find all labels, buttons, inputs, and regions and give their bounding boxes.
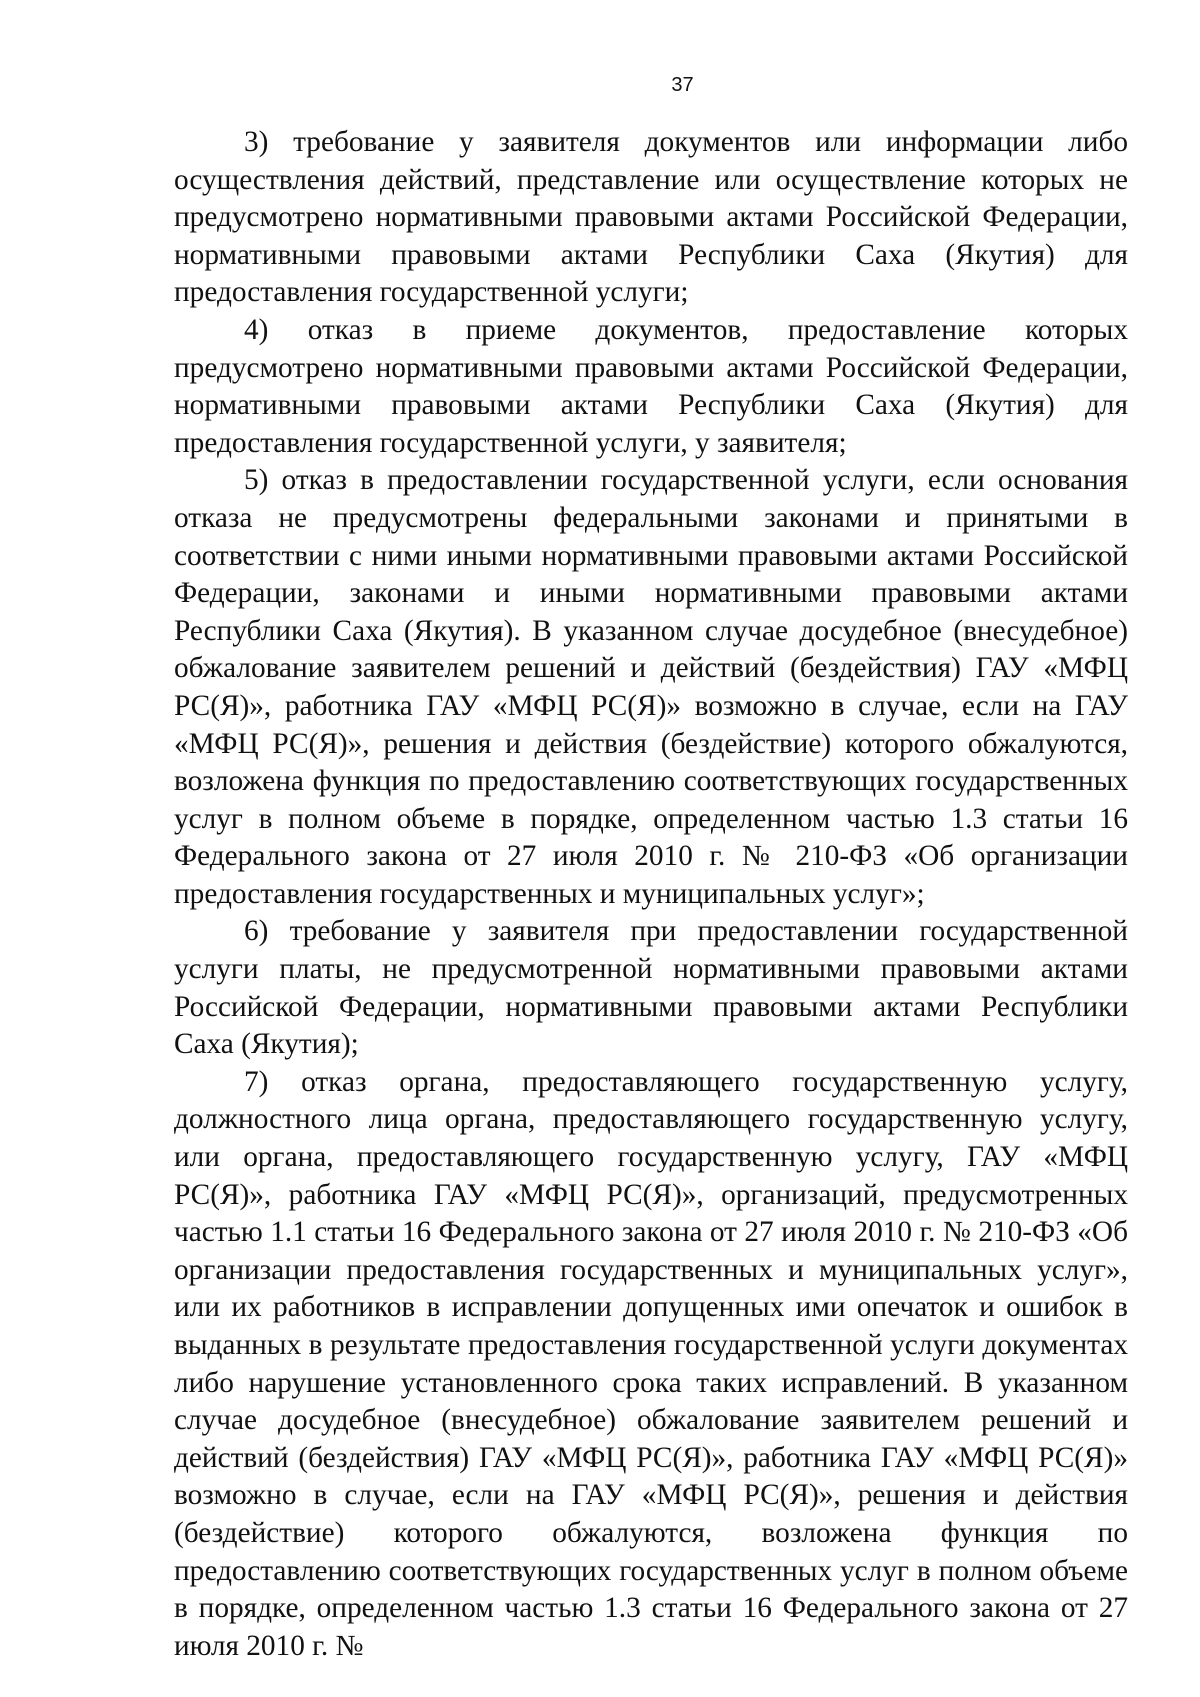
page-number: 37 [671, 74, 694, 96]
document-body [174, 124, 1128, 1665]
paragraph-item-3: 3) требование у заявителя документов или информации либо осуществления действий, представление или осуществление которых не предусмотрено нормативными правовыми актами Российской Федерации, нормативными правовыми актами Республики Саха (Якутия) для предоставления государственной услуги; [174, 126, 1128, 309]
paragraph-item-7: 7) отказ органа, предоставляющего государственную услугу, должностного лица органа, предоставляющего государственную услугу, или органа, предоставляющего государственную услугу, ГАУ «МФЦ РС(Я)», работника ГАУ «МФЦ РС(Я)», организаций, предусмотренных частью 1.1 статьи 16 Федерального закона от 27 июля 2010 г. № 210-ФЗ «Об организации предоставления государственных и муниципальных услуг», или их работников в исправлении допущенных ими опечаток и ошибок в выданных в результате предоставления государственной услуги документах либо нарушение установленного срока таких исправлений. В указанном случае досудебное (внесудебное) обжалование заявителем решений и действий (бездействия) ГАУ «МФЦ РС(Я)», работника ГАУ «МФЦ РС(Я)» возможно в случае, если на ГАУ «МФЦ РС(Я)», решения и действия (бездействие) которого обжалуются, возложена функция по предоставлению соответствующих государственных услуг в полном объеме в порядке, определенном частью 1.3 статьи 16 Федерального закона от 27 июля 2010 г. № [174, 1065, 1128, 1662]
paragraph-item-4: 4) отказ в приеме документов, предоставление которых предусмотрено нормативными правовыми актами Российской Федерации, нормативными правовыми актами Республики Саха (Якутия) для предоставления государственной услуги, у заявителя; [174, 313, 1128, 459]
paragraph-item-5: 5) отказ в предоставлении государственной услуги, если основания отказа не предусмотрены федеральными законами и принятыми в соответствии с ними иными нормативными правовыми актами Российской Федерации, законами и иными нормативными правовыми актами Республики Саха (Якутия). В указанном случае досудебное (внесудебное) обжалование заявителем решений и действий (бездействия) ГАУ «МФЦ РС(Я)», работника ГАУ «МФЦ РС(Я)» возможно в случае, если на ГАУ «МФЦ РС(Я)», решения и действия (бездействие) которого обжалуются, возложена функция по предоставлению соответствующих государственных услуг в полном объеме в порядке, определенном частью 1.3 статьи 16 Федерального закона от 27 июля 2010 г. № 210-ФЗ «Об организации предоставления государственных и муниципальных услуг»; [174, 464, 1128, 910]
paragraph-item-6: 6) требование у заявителя при предоставлении государственной услуги платы, не предусмотренной нормативными правовыми актами Российской Федерации, нормативными правовыми актами Республики Саха (Якутия); [174, 915, 1128, 1061]
